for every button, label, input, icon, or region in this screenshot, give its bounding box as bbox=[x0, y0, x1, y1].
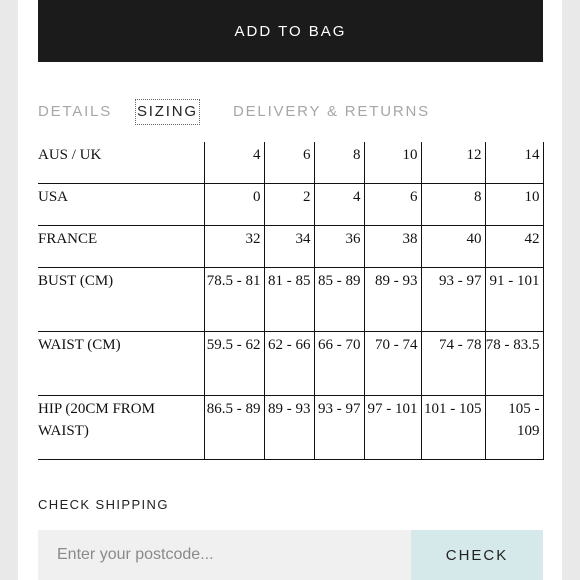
size-cell: 10 bbox=[485, 184, 543, 226]
size-cell: 81 - 85 bbox=[264, 268, 314, 332]
size-cell: 6 bbox=[364, 184, 421, 226]
size-cell: 4 bbox=[204, 142, 264, 184]
row-label: BUST (CM) bbox=[38, 268, 204, 332]
size-cell: 4 bbox=[314, 184, 364, 226]
size-cell: 34 bbox=[264, 226, 314, 268]
size-cell: 85 - 89 bbox=[314, 268, 364, 332]
table-row bbox=[38, 396, 543, 460]
size-cell: 89 - 93 bbox=[364, 268, 421, 332]
table-row bbox=[38, 142, 543, 184]
tab-details[interactable]: DETAILS bbox=[38, 103, 113, 120]
tab-sizing[interactable]: SIZING bbox=[137, 101, 198, 123]
row-label: FRANCE bbox=[38, 226, 204, 268]
row-label: AUS / UK bbox=[38, 142, 204, 184]
size-cell: 89 - 93 bbox=[264, 396, 314, 460]
size-cell: 105 - 109 bbox=[485, 396, 543, 460]
size-cell: 59.5 - 62 bbox=[204, 332, 264, 396]
size-cell: 97 - 101 bbox=[364, 396, 421, 460]
row-label: WAIST (CM) bbox=[38, 332, 204, 396]
size-chart-table bbox=[38, 142, 544, 460]
row-label: HIP (20CM FROM WAIST) bbox=[38, 396, 204, 460]
table-row bbox=[38, 226, 543, 268]
size-cell: 8 bbox=[314, 142, 364, 184]
size-cell: 62 - 66 bbox=[264, 332, 314, 396]
tab-delivery-returns[interactable]: DELIVERY & RETURNS bbox=[233, 103, 430, 120]
table-row bbox=[38, 268, 543, 332]
table-row bbox=[38, 332, 543, 396]
size-cell: 36 bbox=[314, 226, 364, 268]
size-cell: 78.5 - 81 bbox=[204, 268, 264, 332]
size-cell: 86.5 - 89 bbox=[204, 396, 264, 460]
check-shipping-button[interactable]: CHECK bbox=[411, 530, 543, 580]
check-shipping-heading: CHECK SHIPPING bbox=[38, 497, 169, 512]
size-cell: 70 - 74 bbox=[364, 332, 421, 396]
size-cell: 6 bbox=[264, 142, 314, 184]
table-row bbox=[38, 184, 543, 226]
row-label: USA bbox=[38, 184, 204, 226]
product-panel bbox=[18, 0, 562, 580]
size-cell: 93 - 97 bbox=[421, 268, 485, 332]
add-to-bag-button[interactable]: ADD TO BAG bbox=[38, 0, 543, 62]
size-cell: 0 bbox=[204, 184, 264, 226]
size-cell: 12 bbox=[421, 142, 485, 184]
size-cell: 2 bbox=[264, 184, 314, 226]
size-cell: 93 - 97 bbox=[314, 396, 364, 460]
size-cell: 74 - 78 bbox=[421, 332, 485, 396]
size-cell: 8 bbox=[421, 184, 485, 226]
size-cell: 38 bbox=[364, 226, 421, 268]
size-cell: 101 - 105 bbox=[421, 396, 485, 460]
postcode-input[interactable] bbox=[38, 530, 411, 580]
size-cell: 40 bbox=[421, 226, 485, 268]
size-cell: 32 bbox=[204, 226, 264, 268]
size-cell: 42 bbox=[485, 226, 543, 268]
size-cell: 78 - 83.5 bbox=[485, 332, 543, 396]
size-cell: 91 - 101 bbox=[485, 268, 543, 332]
size-cell: 10 bbox=[364, 142, 421, 184]
size-cell: 14 bbox=[485, 142, 543, 184]
size-cell: 66 - 70 bbox=[314, 332, 364, 396]
